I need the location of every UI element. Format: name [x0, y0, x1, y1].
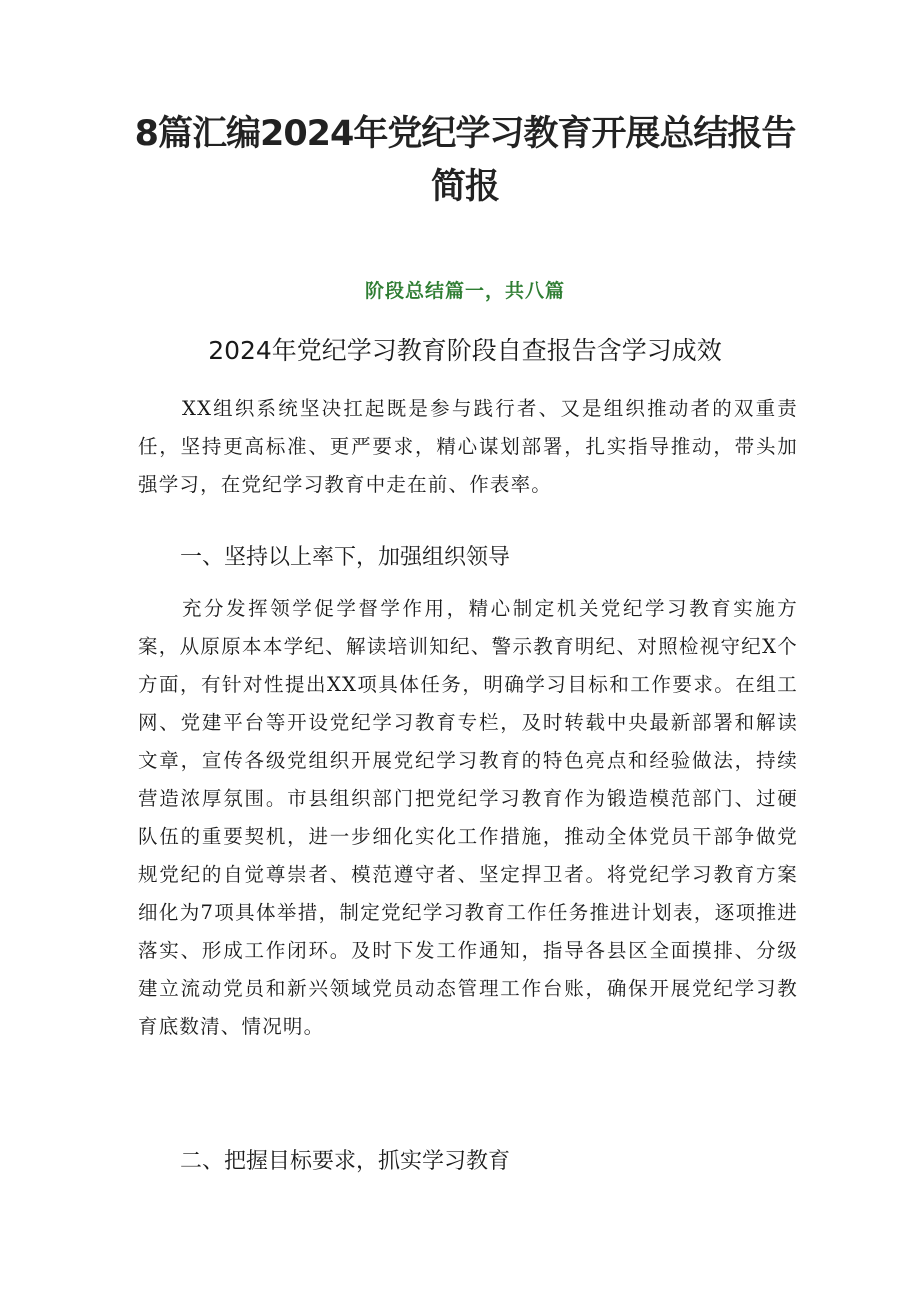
- intro-paragraph: XX组织系统坚决扛起既是参与践行者、又是组织推动者的双重责任，坚持更高标准、更严要求，精心谋划部署，扎实指导推动，带头加强学习，在党纪学习教育中走在前、作表率。: [138, 397, 798, 496]
- part-label: 阶段总结篇一，共八篇: [364, 280, 565, 302]
- document-title: 8篇汇编2024年党纪学习教育开展总结报告简报: [134, 114, 796, 207]
- section-1-paragraph: 充分发挥领学促学督学作用，精心制定机关党纪学习教育实施方案，从原原本本学纪、解读培训知纪、警示教育明纪、对照检视守纪X个方面，有针对性提出XX项具体任务，明确学习目标和工作要求。在组工网、党建平台等开设党纪学习教育专栏，及时转载中央最新部署和解读文章，宣传各级党组织开展党纪学习教育的特色亮点和经验做法，持续营造浓厚氛围。市县组织部门把党纪学习教育作为锻造模范部门、过硬队伍的重要契机，进一步细化实化工作措施，推动全体党员干部争做党规党纪的自觉尊崇者、模范遵守者、坚定捍卫者。将党纪学习教育方案细化为7项具体举措，制定党纪学习教育工作任务推进计划表，逐项推进落实、形成工作闭环。及时下发工作通知，指导各县区全面摸排、分级建立流动党员和新兴领域党员动态管理工作台账，确保开展党纪学习教育底数清、情况明。: [138, 597, 798, 1038]
- section-heading-2: 二、把握目标要求，抓实学习教育: [180, 1149, 511, 1174]
- section-heading-1: 一、坚持以上率下，加强组织领导: [180, 545, 511, 570]
- section-subtitle: 2024年党纪学习教育阶段自查报告含学习成效: [208, 336, 722, 365]
